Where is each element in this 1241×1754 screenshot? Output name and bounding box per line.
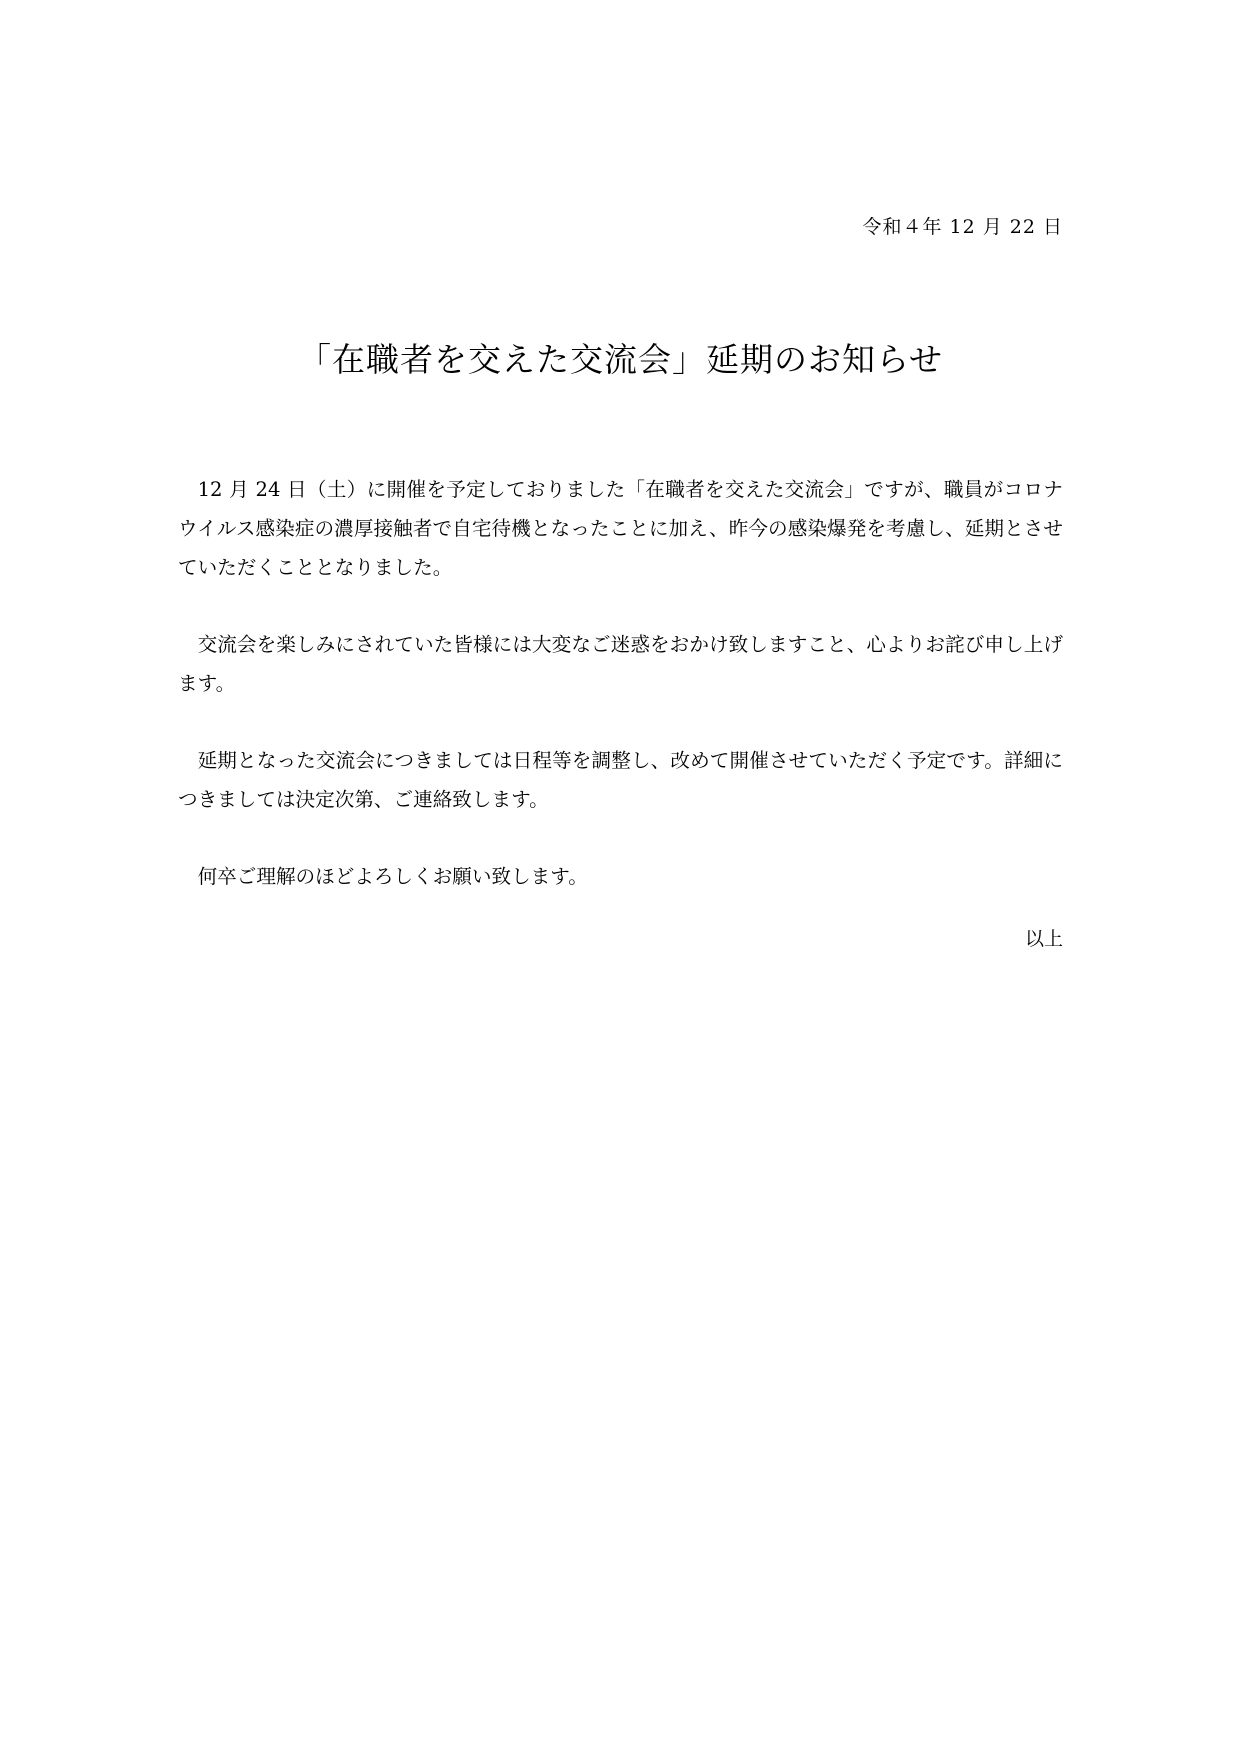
body-paragraph-reschedule: 延期となった交流会につきましては日程等を調整し、改めて開催させていただく予定です。詳細につきましては決定次第、ご連絡致します。 bbox=[178, 749, 1063, 811]
body-paragraph-request: 何卒ご理解のほどよろしくお願い致します。 bbox=[197, 865, 588, 888]
document-date: 令和４年 12 月 22 日 bbox=[862, 216, 1063, 238]
document-title: 「在職者を交えた交流会」延期のお知らせ bbox=[297, 340, 943, 379]
body-paragraph-apology: 交流会を楽しみにされていた皆様には大変なご迷惑をおかけ致しますこと、心よりお詫び申し上げます。 bbox=[178, 633, 1063, 695]
document-body bbox=[178, 470, 1063, 934]
document-closing: 以上 bbox=[1024, 928, 1063, 950]
body-paragraph-postponement: 12 月 24 日（土）に開催を予定しておりました「在職者を交えた交流会」ですが、職員がコロナウイルス感染症の濃厚接触者で自宅待機となったことに加え、昨今の感染爆発を考慮し、延期とさせていただくこととなりました。 bbox=[178, 478, 1063, 579]
